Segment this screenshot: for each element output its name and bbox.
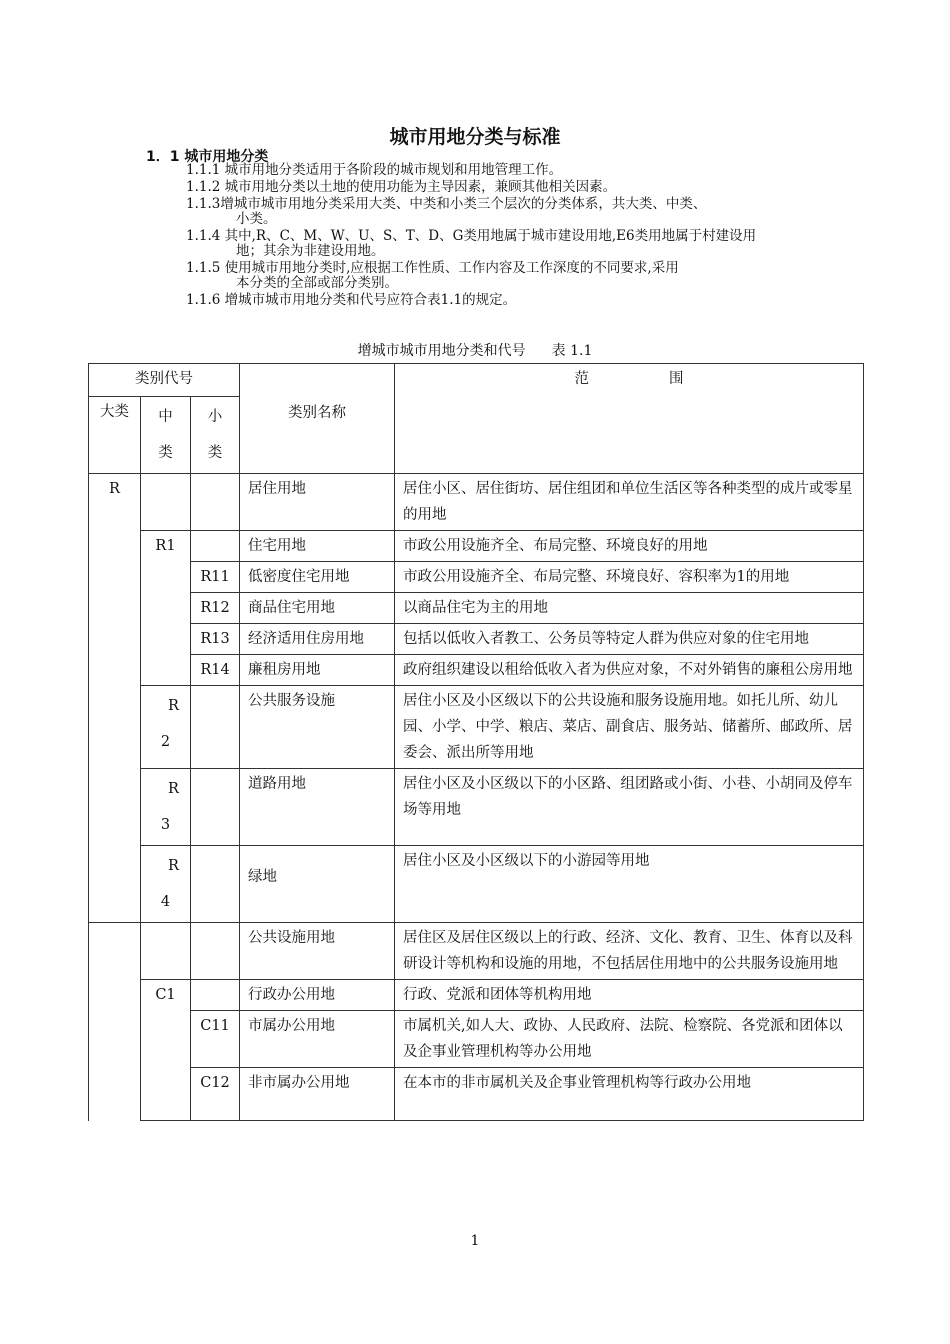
table-row: R1 住宅用地 市政公用设施齐全、布局完整、环境良好的用地 — [89, 531, 864, 562]
table-row: R13 经济适用住房用地 包括以低收入者教工、公务员等特定人群为供应对象的住宅用地 — [89, 624, 864, 655]
clause-list — [186, 163, 826, 310]
table-row: 公共设施用地 居住区及居住区级以上的行政、经济、文化、教育、卫生、体育以及科研设计等机构和设施的用地，不包括居住用地中的公共服务设施用地 — [89, 923, 864, 980]
table-caption: 增城市城市用地分类和代号 表 1.1 — [357, 343, 593, 359]
table-row: R 居住用地 居住小区、居住街坊、居住组团和单位生活区等各种类型的成片或零星的用地 — [89, 474, 864, 531]
document-title: 城市用地分类与标准 — [389, 126, 561, 148]
page-number: 1 — [470, 1233, 480, 1249]
land-use-table — [88, 363, 864, 1121]
clause-item: 1.1.5 使用城市用地分类时,应根据工作性质、工作内容及工作深度的不同要求,采用 本分类的全部或部分类别。 — [186, 260, 679, 291]
mid-code: R1 — [141, 531, 191, 686]
table-row: C1 行政办公用地 行政、党派和团体等机构用地 — [89, 980, 864, 1011]
table-row: C11 市属办公用地 市属机关,如人大、政协、人民政府、法院、检察院、各党派和团体以及企事业管理机构等办公用地 — [89, 1011, 864, 1068]
mid-code: C1 — [141, 980, 191, 1121]
table-row: R 3 道路用地 居住小区及小区级以下的小区路、组团路或小街、小巷、小胡同及停车场等用地 — [89, 769, 864, 846]
section-heading: 1．1 城市用地分类 — [146, 149, 269, 165]
header-mid: 中 类 — [141, 397, 191, 474]
header-name: 类别名称 — [240, 364, 395, 474]
major-code-r: R — [89, 474, 141, 923]
table-row: R 4 绿地 居住小区及小区级以下的小游园等用地 — [89, 846, 864, 923]
clause-item: 1.1.6 增城市城市用地分类和代号应符合表1.1的规定。 — [186, 292, 517, 308]
header-code: 类别代号 — [89, 364, 240, 397]
clause-item: 1.1.3增城市城市用地分类采用大类、中类和小类三个层次的分类体系，共大类、中类、 小类。 — [186, 196, 707, 227]
clause-item: 1.1.2 城市用地分类以土地的使用功能为主导因素，兼顾其他相关因素。 — [186, 179, 617, 195]
clause-item: 1.1.1 城市用地分类适用于各阶段的城市规划和用地管理工作。 — [186, 162, 563, 178]
header-scope: 范 围 — [395, 364, 864, 474]
table-row: R 2 公共服务设施 居住小区及小区级以下的公共设施和服务设施用地。如托儿所、幼儿园、小学、中学、粮店、菜店、副食店、服务站、储蓄所、邮政所、居委会、派出所等用地 — [89, 686, 864, 769]
table-row: R11 低密度住宅用地 市政公用设施齐全、布局完整、环境良好、容积率为1的用地 — [89, 562, 864, 593]
header-major: 大类 — [89, 397, 141, 474]
table-header-row — [89, 364, 864, 397]
table-row: C12 非市属办公用地 在本市的非市属机关及企事业管理机构等行政办公用地 — [89, 1068, 864, 1121]
major-code-c — [89, 923, 141, 1121]
clause-item: 1.1.4 其中,R、C、M、W、U、S、T、D、G类用地属于城市建设用地,E6类用地属于村建设用 地；其余为非建设用地。 — [186, 228, 757, 259]
table-row: R14 廉租房用地 政府组织建设以租给低收入者为供应对象，不对外销售的廉租公房用地 — [89, 655, 864, 686]
table-row: R12 商品住宅用地 以商品住宅为主的用地 — [89, 593, 864, 624]
header-small: 小 类 — [191, 397, 240, 474]
